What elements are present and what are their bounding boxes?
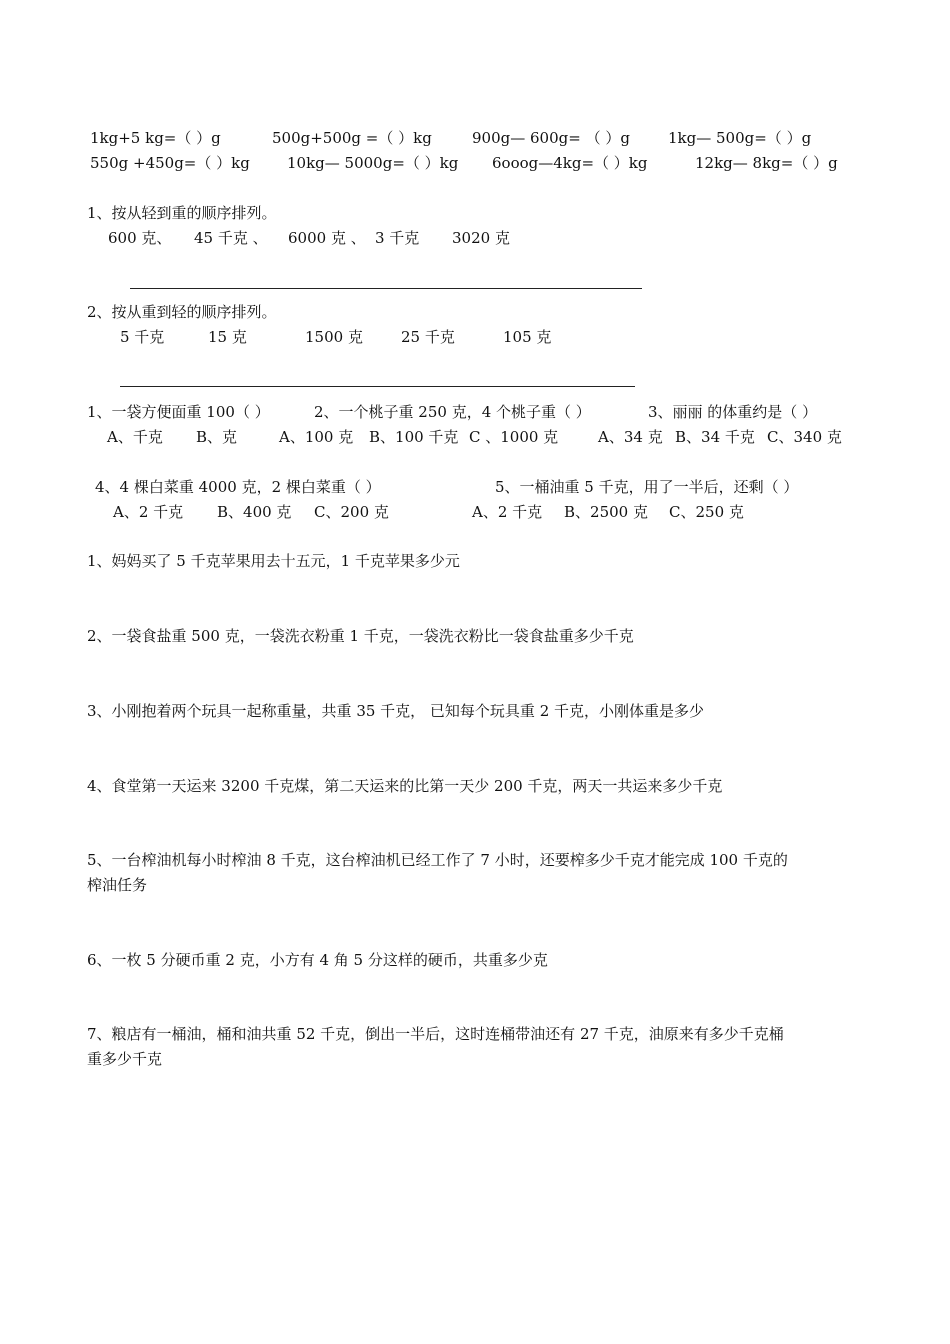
answer-line[interactable]	[130, 288, 642, 289]
conversion-item: 6ooog—4kg=（ ）kg	[492, 154, 648, 172]
ordering-item: 15 克	[208, 328, 247, 346]
conversion-item: 500g+500g =（ ）kg	[272, 129, 432, 147]
ordering-item: 45 千克 、	[194, 229, 268, 247]
word-problem: 7、粮店有一桶油，桶和油共重 52 千克，倒出一半后，这时连桶带油还有 27 千克，油原来有多少千克桶	[87, 1025, 784, 1043]
choice-option[interactable]: A、100 克	[279, 428, 354, 446]
ordering-prompt: 1、按从轻到重的顺序排列。	[87, 204, 277, 222]
ordering-prompt: 2、按从重到轻的顺序排列。	[87, 303, 277, 321]
conversion-item: 900g— 600g= （ ）g	[472, 129, 630, 147]
word-problem: 6、一枚 5 分硬币重 2 克，小方有 4 角 5 分这样的硬币，共重多少克	[87, 951, 548, 969]
word-problem: 4、食堂第一天运来 3200 千克煤，第二天运来的比第一天少 200 千克，两天一共运来多少千克	[87, 777, 723, 795]
word-problem: 1、妈妈买了 5 千克苹果用去十五元，1 千克苹果多少元	[87, 552, 460, 570]
conversion-item: 1kg+5 kg=（ ）g	[90, 129, 221, 147]
ordering-item: 3 千克	[375, 229, 420, 247]
ordering-item: 105 克	[503, 328, 552, 346]
choice-option[interactable]: A、2 千克	[472, 503, 543, 521]
ordering-item: 5 千克	[120, 328, 165, 346]
choice-option[interactable]: B、克	[196, 428, 238, 446]
conversion-item: 12kg— 8kg=（ ）g	[695, 154, 838, 172]
choice-option[interactable]: C、200 克	[314, 503, 389, 521]
choice-option[interactable]: C、250 克	[669, 503, 744, 521]
word-problem-continued: 重多少千克	[87, 1050, 163, 1068]
choice-question: 2、一个桃子重 250 克，4 个桃子重（ ）	[314, 403, 591, 421]
word-problem-continued: 榨油任务	[87, 876, 148, 894]
choice-option[interactable]: B、34 千克	[675, 428, 755, 446]
conversion-item: 550g +450g=（ ）kg	[90, 154, 250, 172]
ordering-item: 3020 克	[452, 229, 510, 247]
choice-option[interactable]: B、2500 克	[564, 503, 648, 521]
choice-option[interactable]: C 、1000 克	[469, 428, 559, 446]
word-problem: 5、一台榨油机每小时榨油 8 千克，这台榨油机已经工作了 7 小时，还要榨多少千克才能完成 100 千克的	[87, 851, 788, 869]
word-problem: 3、小刚抱着两个玩具一起称重量，共重 35 千克， 已知每个玩具重 2 千克，小刚体重是多少	[87, 702, 705, 720]
ordering-item: 25 千克	[401, 328, 455, 346]
ordering-item: 6000 克 、	[288, 229, 366, 247]
choice-question: 1、一袋方便面重 100（ ）	[87, 403, 270, 421]
choice-option[interactable]: A、34 克	[598, 428, 663, 446]
choice-question: 4、4 棵白菜重 4000 克，2 棵白菜重（ ）	[95, 478, 381, 496]
word-problem: 2、一袋食盐重 500 克，一袋洗衣粉重 1 千克，一袋洗衣粉比一袋食盐重多少千克	[87, 627, 634, 645]
ordering-item: 1500 克	[305, 328, 363, 346]
choice-option[interactable]: B、400 克	[217, 503, 292, 521]
choice-option[interactable]: A、千克	[107, 428, 163, 446]
choice-question: 5、一桶油重 5 千克，用了一半后，还剩（ ）	[495, 478, 799, 496]
choice-option[interactable]: B、100 千克	[369, 428, 459, 446]
conversion-item: 10kg— 5000g=（ ）kg	[287, 154, 459, 172]
choice-option[interactable]: C、340 克	[767, 428, 842, 446]
choice-option[interactable]: A、2 千克	[113, 503, 184, 521]
ordering-item: 600 克、	[108, 229, 172, 247]
conversion-item: 1kg— 500g=（ ）g	[668, 129, 812, 147]
answer-line[interactable]	[120, 386, 635, 387]
choice-question: 3、丽丽 的体重约是（ ）	[648, 403, 818, 421]
